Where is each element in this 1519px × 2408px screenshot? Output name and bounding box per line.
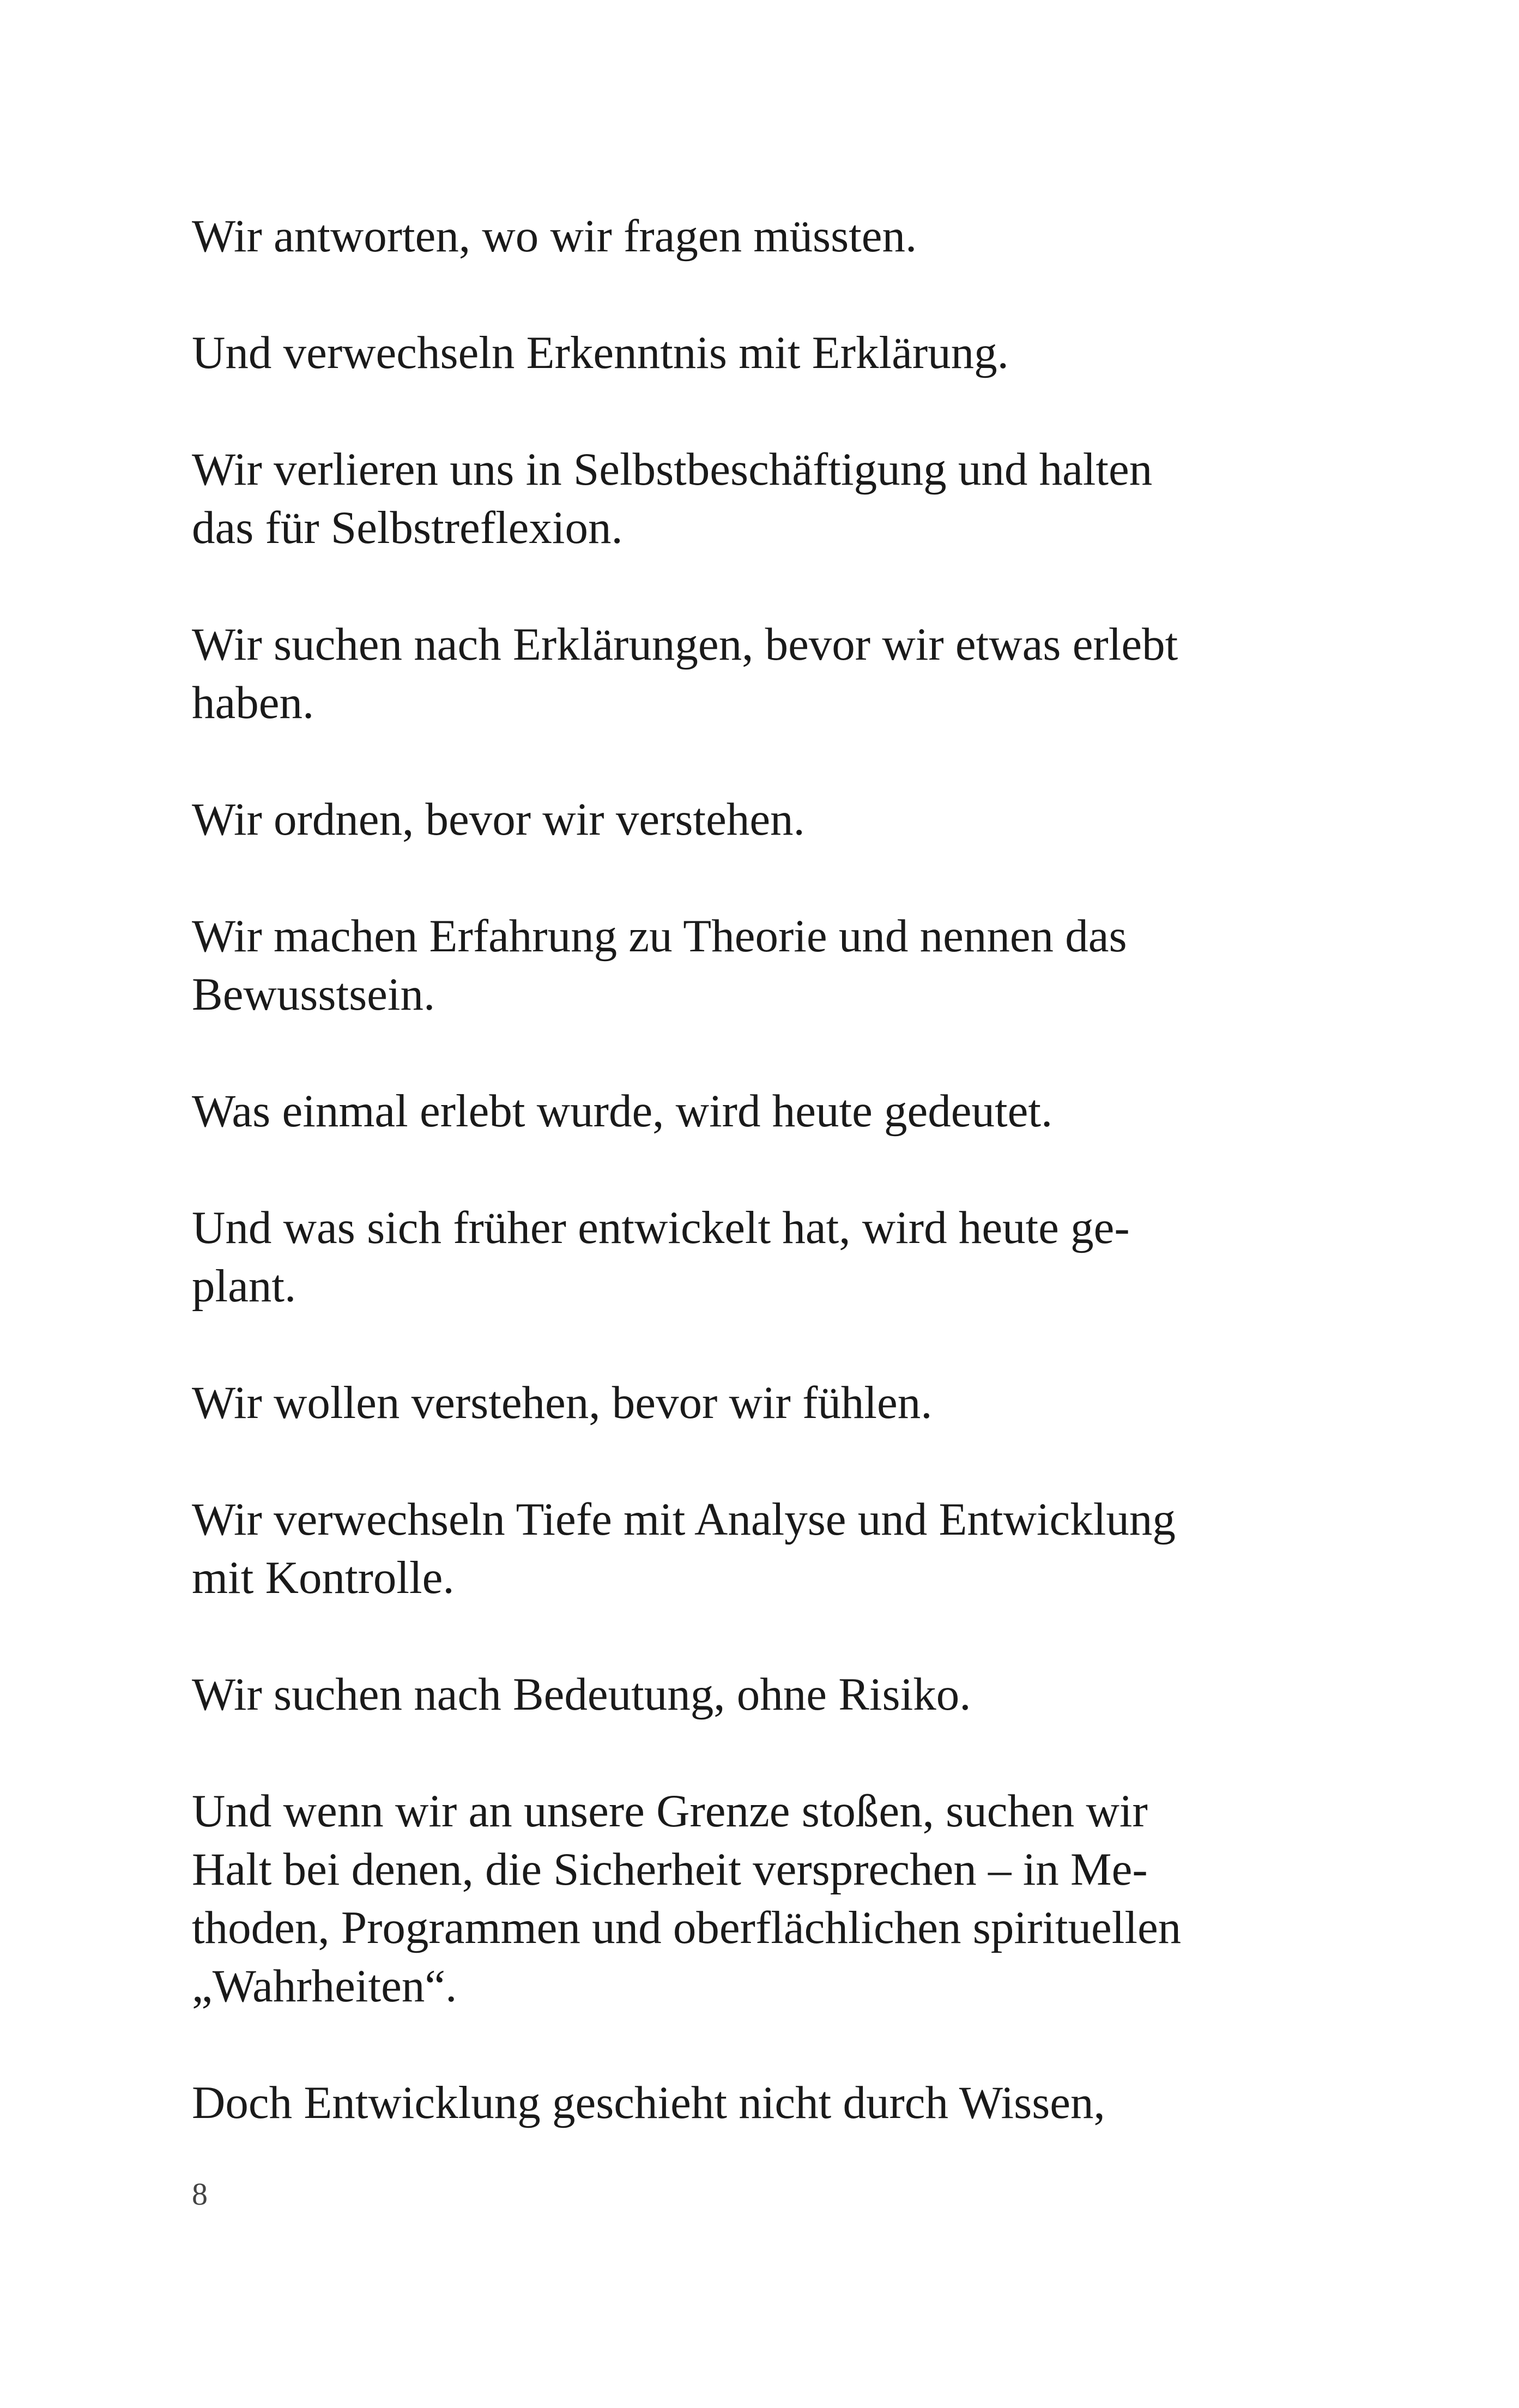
body-text: [192, 207, 1238, 2190]
text-line: Wir verlieren uns in Selbstbeschäftigung und halten: [192, 444, 1153, 495]
paragraph: [192, 2074, 1238, 2132]
paragraph: [192, 1374, 1238, 1432]
text-line: Doch Entwicklung geschieht nicht durch Wissen,: [192, 2077, 1105, 2128]
text-line: Und was sich früher entwickelt hat, wird heute ge-: [192, 1202, 1130, 1253]
text-line: Wir verwechseln Tiefe mit Analyse und Entwicklung: [192, 1494, 1176, 1545]
text-line: Wir suchen nach Bedeutung, ohne Risiko.: [192, 1669, 971, 1720]
text-line: Halt bei denen, die Sicherheit versprechen – in Me-: [192, 1844, 1148, 1895]
text-line: das für Selbstreflexion.: [192, 502, 623, 553]
text-line: Wir ordnen, bevor wir verstehen.: [192, 794, 805, 845]
text-line: Und wenn wir an unsere Grenze stoßen, suchen wir: [192, 1785, 1148, 1837]
text-line: Bewusstsein.: [192, 969, 435, 1020]
paragraph: [192, 1082, 1238, 1140]
paragraph: [192, 207, 1238, 265]
paragraph: [192, 1490, 1238, 1607]
text-line: Wir suchen nach Erklärungen, bevor wir etwas erlebt: [192, 619, 1178, 670]
paragraph: [192, 1199, 1238, 1315]
paragraph: [192, 1782, 1238, 2015]
text-line: Wir machen Erfahrung zu Theorie und nennen das: [192, 910, 1127, 962]
page-number: 8: [192, 2176, 208, 2212]
text-line: Wir antworten, wo wir fragen müssten.: [192, 210, 917, 262]
text-line: Was einmal erlebt wurde, wird heute gedeutet.: [192, 1085, 1053, 1137]
paragraph: [192, 1665, 1238, 1724]
text-line: thoden, Programmen und oberflächlichen spirituellen: [192, 1902, 1182, 1953]
paragraph: [192, 790, 1238, 849]
text-line: haben.: [192, 677, 314, 728]
text-line: Wir wollen verstehen, bevor wir fühlen.: [192, 1377, 933, 1428]
text-line: Und verwechseln Erkenntnis mit Erklärung.: [192, 327, 1009, 378]
paragraph: [192, 440, 1238, 557]
text-line: plant.: [192, 1260, 296, 1312]
text-line: mit Kontrolle.: [192, 1552, 455, 1603]
paragraph: [192, 324, 1238, 382]
text-line: „Wahrheiten“.: [192, 1960, 457, 2012]
paragraph: [192, 615, 1238, 732]
paragraph: [192, 907, 1238, 1024]
